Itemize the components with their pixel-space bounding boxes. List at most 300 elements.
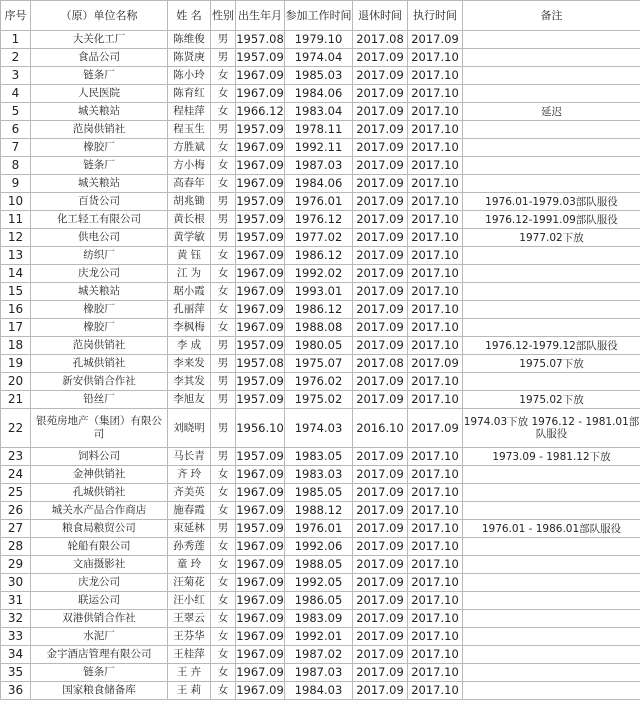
table-row xyxy=(1,391,640,409)
cell-note xyxy=(463,283,640,301)
cell-unit: 铅丝厂 xyxy=(31,391,168,409)
cell-birth: 1957.09 xyxy=(236,391,285,409)
cell-work-start: 1984.03 xyxy=(285,682,353,700)
table-row xyxy=(1,139,640,157)
cell-work-start: 1976.12 xyxy=(285,211,353,229)
cell-gender: 男 xyxy=(211,211,236,229)
cell-birth: 1957.08 xyxy=(236,355,285,373)
cell-exec: 2017.10 xyxy=(408,85,463,103)
cell-retire: 2017.09 xyxy=(353,520,408,538)
cell-birth: 1957.09 xyxy=(236,373,285,391)
cell-birth: 1967.09 xyxy=(236,682,285,700)
cell-gender: 女 xyxy=(211,247,236,265)
cell-note: 1976.12-1991.09部队服役 xyxy=(463,211,640,229)
cell-name: 马长青 xyxy=(168,448,211,466)
cell-note xyxy=(463,664,640,682)
cell-work-start: 1974.04 xyxy=(285,49,353,67)
cell-retire: 2016.10 xyxy=(353,409,408,448)
header-note: 备注 xyxy=(463,1,640,31)
cell-birth: 1967.09 xyxy=(236,283,285,301)
cell-work-start: 1978.11 xyxy=(285,121,353,139)
cell-gender: 女 xyxy=(211,538,236,556)
cell-retire: 2017.09 xyxy=(353,664,408,682)
cell-exec: 2017.10 xyxy=(408,628,463,646)
cell-exec: 2017.10 xyxy=(408,139,463,157)
cell-note: 1976.12-1979.12部队服役 xyxy=(463,337,640,355)
cell-seq: 30 xyxy=(1,574,31,592)
cell-unit: 食品公司 xyxy=(31,49,168,67)
cell-exec: 2017.10 xyxy=(408,157,463,175)
table-header xyxy=(1,1,640,31)
cell-unit: 孔城供销社 xyxy=(31,484,168,502)
cell-work-start: 1992.02 xyxy=(285,265,353,283)
cell-work-start: 1975.02 xyxy=(285,391,353,409)
cell-retire: 2017.09 xyxy=(353,337,408,355)
cell-retire: 2017.09 xyxy=(353,592,408,610)
table-row xyxy=(1,682,640,700)
cell-gender: 女 xyxy=(211,265,236,283)
cell-birth: 1967.09 xyxy=(236,610,285,628)
cell-retire: 2017.09 xyxy=(353,556,408,574)
table-row xyxy=(1,664,640,682)
cell-birth: 1967.09 xyxy=(236,157,285,175)
cell-birth: 1967.09 xyxy=(236,175,285,193)
cell-name: 李枫梅 xyxy=(168,319,211,337)
cell-work-start: 1986.12 xyxy=(285,247,353,265)
cell-unit: 城关水产品合作商店 xyxy=(31,502,168,520)
cell-unit: 链条厂 xyxy=(31,157,168,175)
cell-work-start: 1977.02 xyxy=(285,229,353,247)
cell-birth: 1967.09 xyxy=(236,301,285,319)
cell-note xyxy=(463,49,640,67)
cell-name: 黄长根 xyxy=(168,211,211,229)
table-row xyxy=(1,301,640,319)
cell-seq: 23 xyxy=(1,448,31,466)
cell-retire: 2017.09 xyxy=(353,628,408,646)
table-row xyxy=(1,193,640,211)
cell-name: 高春年 xyxy=(168,175,211,193)
cell-gender: 男 xyxy=(211,373,236,391)
cell-unit: 范岗供销社 xyxy=(31,121,168,139)
cell-seq: 13 xyxy=(1,247,31,265)
cell-unit: 橡胶厂 xyxy=(31,301,168,319)
cell-seq: 21 xyxy=(1,391,31,409)
cell-note xyxy=(463,175,640,193)
cell-name: 黄 钰 xyxy=(168,247,211,265)
cell-gender: 女 xyxy=(211,319,236,337)
cell-seq: 17 xyxy=(1,319,31,337)
cell-exec: 2017.10 xyxy=(408,121,463,139)
cell-seq: 12 xyxy=(1,229,31,247)
cell-retire: 2017.09 xyxy=(353,139,408,157)
cell-gender: 女 xyxy=(211,484,236,502)
cell-birth: 1967.09 xyxy=(236,538,285,556)
table-row xyxy=(1,574,640,592)
cell-gender: 女 xyxy=(211,664,236,682)
cell-work-start: 1983.09 xyxy=(285,610,353,628)
cell-name: 江 为 xyxy=(168,265,211,283)
header-gender: 性别 xyxy=(211,1,236,31)
cell-gender: 女 xyxy=(211,466,236,484)
cell-note xyxy=(463,466,640,484)
cell-name: 刘晓明 xyxy=(168,409,211,448)
cell-exec: 2017.10 xyxy=(408,391,463,409)
cell-unit: 轮船有限公司 xyxy=(31,538,168,556)
cell-seq: 34 xyxy=(1,646,31,664)
header-seq: 序号 xyxy=(1,1,31,31)
cell-birth: 1967.09 xyxy=(236,319,285,337)
cell-note xyxy=(463,301,640,319)
cell-gender: 女 xyxy=(211,175,236,193)
cell-seq: 19 xyxy=(1,355,31,373)
cell-work-start: 1976.02 xyxy=(285,373,353,391)
cell-retire: 2017.09 xyxy=(353,247,408,265)
cell-seq: 10 xyxy=(1,193,31,211)
cell-unit: 纺织厂 xyxy=(31,247,168,265)
cell-seq: 27 xyxy=(1,520,31,538)
cell-gender: 男 xyxy=(211,337,236,355)
cell-gender: 男 xyxy=(211,121,236,139)
cell-retire: 2017.09 xyxy=(353,49,408,67)
cell-seq: 25 xyxy=(1,484,31,502)
cell-birth: 1957.09 xyxy=(236,337,285,355)
cell-unit: 橡胶厂 xyxy=(31,139,168,157)
cell-note xyxy=(463,628,640,646)
cell-seq: 6 xyxy=(1,121,31,139)
cell-exec: 2017.10 xyxy=(408,211,463,229)
cell-note xyxy=(463,157,640,175)
cell-unit: 水泥厂 xyxy=(31,628,168,646)
cell-exec: 2017.10 xyxy=(408,502,463,520)
cell-note xyxy=(463,67,640,85)
cell-retire: 2017.09 xyxy=(353,484,408,502)
cell-exec: 2017.09 xyxy=(408,409,463,448)
table-row xyxy=(1,247,640,265)
cell-seq: 14 xyxy=(1,265,31,283)
cell-work-start: 1984.06 xyxy=(285,85,353,103)
cell-work-start: 1976.01 xyxy=(285,193,353,211)
cell-work-start: 1985.03 xyxy=(285,67,353,85)
cell-seq: 35 xyxy=(1,664,31,682)
table-row xyxy=(1,592,640,610)
cell-name: 汪菊花 xyxy=(168,574,211,592)
cell-unit: 链条厂 xyxy=(31,664,168,682)
cell-retire: 2017.09 xyxy=(353,229,408,247)
cell-exec: 2017.10 xyxy=(408,319,463,337)
table-row xyxy=(1,610,640,628)
cell-gender: 女 xyxy=(211,103,236,121)
cell-gender: 男 xyxy=(211,409,236,448)
cell-birth: 1967.09 xyxy=(236,664,285,682)
table-row xyxy=(1,319,640,337)
cell-seq: 28 xyxy=(1,538,31,556)
cell-work-start: 1988.12 xyxy=(285,502,353,520)
cell-name: 齐 玲 xyxy=(168,466,211,484)
cell-birth: 1967.09 xyxy=(236,265,285,283)
cell-exec: 2017.10 xyxy=(408,301,463,319)
cell-exec: 2017.10 xyxy=(408,448,463,466)
cell-birth: 1956.10 xyxy=(236,409,285,448)
cell-birth: 1967.09 xyxy=(236,85,285,103)
cell-unit: 大关化工厂 xyxy=(31,31,168,49)
cell-gender: 女 xyxy=(211,157,236,175)
cell-retire: 2017.09 xyxy=(353,391,408,409)
cell-note xyxy=(463,265,640,283)
cell-note xyxy=(463,484,640,502)
cell-work-start: 1993.01 xyxy=(285,283,353,301)
table-row xyxy=(1,538,640,556)
cell-birth: 1957.09 xyxy=(236,211,285,229)
cell-name: 孔丽萍 xyxy=(168,301,211,319)
table-row xyxy=(1,49,640,67)
cell-work-start: 1992.01 xyxy=(285,628,353,646)
cell-birth: 1957.09 xyxy=(236,520,285,538)
cell-seq: 5 xyxy=(1,103,31,121)
cell-birth: 1957.09 xyxy=(236,229,285,247)
cell-birth: 1967.09 xyxy=(236,556,285,574)
cell-exec: 2017.09 xyxy=(408,355,463,373)
cell-gender: 女 xyxy=(211,592,236,610)
cell-birth: 1957.09 xyxy=(236,121,285,139)
cell-note xyxy=(463,139,640,157)
cell-name: 李其发 xyxy=(168,373,211,391)
cell-note xyxy=(463,121,640,139)
cell-work-start: 1979.10 xyxy=(285,31,353,49)
cell-retire: 2017.09 xyxy=(353,466,408,484)
cell-name: 童 玲 xyxy=(168,556,211,574)
cell-unit: 城关粮站 xyxy=(31,283,168,301)
cell-name: 齐美英 xyxy=(168,484,211,502)
cell-note: 1977.02下放 xyxy=(463,229,640,247)
cell-birth: 1967.09 xyxy=(236,646,285,664)
cell-work-start: 1988.08 xyxy=(285,319,353,337)
cell-gender: 男 xyxy=(211,229,236,247)
cell-work-start: 1992.06 xyxy=(285,538,353,556)
cell-exec: 2017.10 xyxy=(408,337,463,355)
cell-unit: 百货公司 xyxy=(31,193,168,211)
cell-seq: 33 xyxy=(1,628,31,646)
cell-work-start: 1984.06 xyxy=(285,175,353,193)
table-row xyxy=(1,646,640,664)
cell-birth: 1967.09 xyxy=(236,574,285,592)
cell-name: 束延林 xyxy=(168,520,211,538)
cell-birth: 1967.09 xyxy=(236,247,285,265)
cell-exec: 2017.09 xyxy=(408,31,463,49)
cell-gender: 女 xyxy=(211,139,236,157)
cell-unit: 城关粮站 xyxy=(31,175,168,193)
cell-birth: 1957.08 xyxy=(236,31,285,49)
cell-exec: 2017.10 xyxy=(408,592,463,610)
cell-unit: 城关粮站 xyxy=(31,103,168,121)
cell-unit: 饲料公司 xyxy=(31,448,168,466)
cell-note: 延迟 xyxy=(463,103,640,121)
cell-note xyxy=(463,646,640,664)
cell-name: 琚小霞 xyxy=(168,283,211,301)
cell-retire: 2017.09 xyxy=(353,157,408,175)
cell-unit: 双港供销合作社 xyxy=(31,610,168,628)
cell-retire: 2017.09 xyxy=(353,67,408,85)
cell-exec: 2017.10 xyxy=(408,283,463,301)
cell-name: 黄学敏 xyxy=(168,229,211,247)
cell-birth: 1967.09 xyxy=(236,466,285,484)
table-row xyxy=(1,265,640,283)
cell-retire: 2017.09 xyxy=(353,283,408,301)
cell-seq: 7 xyxy=(1,139,31,157)
cell-unit: 供电公司 xyxy=(31,229,168,247)
cell-note xyxy=(463,556,640,574)
cell-unit: 联运公司 xyxy=(31,592,168,610)
cell-note xyxy=(463,319,640,337)
cell-gender: 女 xyxy=(211,610,236,628)
cell-work-start: 1975.07 xyxy=(285,355,353,373)
cell-seq: 32 xyxy=(1,610,31,628)
cell-work-start: 1987.03 xyxy=(285,157,353,175)
table-row xyxy=(1,337,640,355)
cell-unit: 粮食局粮贸公司 xyxy=(31,520,168,538)
cell-birth: 1967.09 xyxy=(236,484,285,502)
cell-exec: 2017.10 xyxy=(408,265,463,283)
cell-work-start: 1987.03 xyxy=(285,664,353,682)
cell-unit: 范岗供销社 xyxy=(31,337,168,355)
cell-exec: 2017.10 xyxy=(408,193,463,211)
cell-note xyxy=(463,247,640,265)
cell-name: 施春霞 xyxy=(168,502,211,520)
cell-gender: 男 xyxy=(211,355,236,373)
table-body xyxy=(1,31,640,700)
cell-note xyxy=(463,85,640,103)
cell-name: 陈小玲 xyxy=(168,67,211,85)
cell-name: 王 卉 xyxy=(168,664,211,682)
cell-work-start: 1986.12 xyxy=(285,301,353,319)
header-name: 姓 名 xyxy=(168,1,211,31)
cell-seq: 31 xyxy=(1,592,31,610)
cell-note xyxy=(463,574,640,592)
cell-name: 程桂萍 xyxy=(168,103,211,121)
cell-retire: 2017.09 xyxy=(353,448,408,466)
cell-exec: 2017.10 xyxy=(408,556,463,574)
table-row xyxy=(1,520,640,538)
cell-retire: 2017.09 xyxy=(353,193,408,211)
table-row xyxy=(1,502,640,520)
cell-unit: 橡胶厂 xyxy=(31,319,168,337)
cell-exec: 2017.10 xyxy=(408,484,463,502)
cell-seq: 4 xyxy=(1,85,31,103)
cell-unit: 庆龙公司 xyxy=(31,265,168,283)
cell-gender: 女 xyxy=(211,556,236,574)
cell-retire: 2017.09 xyxy=(353,301,408,319)
cell-retire: 2017.09 xyxy=(353,319,408,337)
cell-unit: 化工轻工有限公司 xyxy=(31,211,168,229)
cell-birth: 1967.09 xyxy=(236,502,285,520)
cell-retire: 2017.09 xyxy=(353,121,408,139)
cell-name: 李旭友 xyxy=(168,391,211,409)
cell-seq: 20 xyxy=(1,373,31,391)
cell-exec: 2017.10 xyxy=(408,610,463,628)
cell-unit: 链条厂 xyxy=(31,67,168,85)
cell-birth: 1967.09 xyxy=(236,139,285,157)
cell-exec: 2017.10 xyxy=(408,646,463,664)
cell-retire: 2017.09 xyxy=(353,574,408,592)
cell-exec: 2017.10 xyxy=(408,229,463,247)
cell-gender: 女 xyxy=(211,682,236,700)
cell-seq: 26 xyxy=(1,502,31,520)
cell-seq: 29 xyxy=(1,556,31,574)
cell-seq: 9 xyxy=(1,175,31,193)
cell-note xyxy=(463,592,640,610)
cell-work-start: 1976.01 xyxy=(285,520,353,538)
cell-retire: 2017.09 xyxy=(353,502,408,520)
cell-note: 1976.01 - 1986.01部队服役 xyxy=(463,520,640,538)
cell-exec: 2017.10 xyxy=(408,682,463,700)
cell-seq: 18 xyxy=(1,337,31,355)
cell-note xyxy=(463,373,640,391)
cell-name: 胡兆锄 xyxy=(168,193,211,211)
cell-exec: 2017.10 xyxy=(408,574,463,592)
cell-gender: 男 xyxy=(211,391,236,409)
table-row xyxy=(1,373,640,391)
cell-exec: 2017.10 xyxy=(408,520,463,538)
cell-birth: 1967.09 xyxy=(236,628,285,646)
cell-gender: 女 xyxy=(211,574,236,592)
cell-seq: 2 xyxy=(1,49,31,67)
cell-exec: 2017.10 xyxy=(408,175,463,193)
cell-gender: 男 xyxy=(211,193,236,211)
table-row xyxy=(1,157,640,175)
cell-exec: 2017.10 xyxy=(408,103,463,121)
cell-note: 1973.09 - 1981.12下放 xyxy=(463,448,640,466)
cell-gender: 女 xyxy=(211,67,236,85)
cell-name: 陈贤庚 xyxy=(168,49,211,67)
cell-gender: 男 xyxy=(211,31,236,49)
cell-seq: 36 xyxy=(1,682,31,700)
cell-retire: 2017.09 xyxy=(353,373,408,391)
cell-note xyxy=(463,610,640,628)
header-work-start: 参加工作时间 xyxy=(285,1,353,31)
cell-birth: 1957.09 xyxy=(236,448,285,466)
cell-seq: 8 xyxy=(1,157,31,175)
header-birth: 出生年月 xyxy=(236,1,285,31)
header-exec: 执行时间 xyxy=(408,1,463,31)
cell-note: 1976.01-1979.03部队服役 xyxy=(463,193,640,211)
cell-unit: 银苑房地产（集团）有限公司 xyxy=(31,409,168,448)
cell-exec: 2017.10 xyxy=(408,466,463,484)
cell-birth: 1967.09 xyxy=(236,67,285,85)
cell-unit: 金宇酒店管理有限公司 xyxy=(31,646,168,664)
table-row xyxy=(1,121,640,139)
header-retire: 退休时间 xyxy=(353,1,408,31)
table-row xyxy=(1,85,640,103)
cell-exec: 2017.10 xyxy=(408,664,463,682)
cell-exec: 2017.10 xyxy=(408,247,463,265)
cell-retire: 2017.08 xyxy=(353,31,408,49)
cell-retire: 2017.09 xyxy=(353,646,408,664)
table-row xyxy=(1,484,640,502)
table-row xyxy=(1,355,640,373)
cell-birth: 1966.12 xyxy=(236,103,285,121)
cell-exec: 2017.10 xyxy=(408,49,463,67)
cell-gender: 男 xyxy=(211,448,236,466)
cell-note: 1974.03下放 1976.12 - 1981.01部队服役 xyxy=(463,409,640,448)
cell-gender: 女 xyxy=(211,502,236,520)
cell-note xyxy=(463,682,640,700)
cell-work-start: 1992.05 xyxy=(285,574,353,592)
cell-name: 陈维俊 xyxy=(168,31,211,49)
cell-gender: 女 xyxy=(211,628,236,646)
table-row xyxy=(1,103,640,121)
cell-birth: 1957.09 xyxy=(236,49,285,67)
cell-retire: 2017.09 xyxy=(353,211,408,229)
cell-gender: 女 xyxy=(211,85,236,103)
